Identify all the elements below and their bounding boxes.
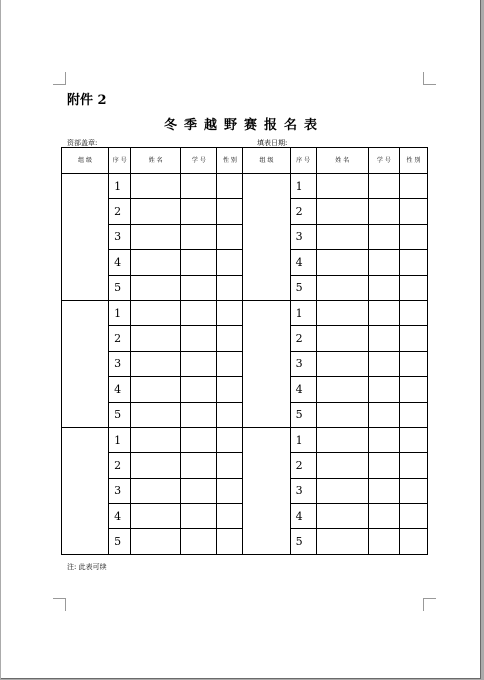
name-cell[interactable] (131, 174, 181, 199)
name-cell[interactable] (316, 453, 368, 478)
gender-cell[interactable] (217, 224, 243, 249)
gender-cell[interactable] (217, 504, 243, 529)
name-cell[interactable] (316, 377, 368, 402)
gender-cell[interactable] (217, 427, 243, 452)
name-cell[interactable] (131, 275, 181, 300)
student-id-cell[interactable] (181, 402, 217, 427)
name-cell[interactable] (316, 224, 368, 249)
gender-cell[interactable] (399, 326, 427, 351)
student-id-cell[interactable] (368, 275, 399, 300)
name-cell[interactable] (316, 504, 368, 529)
gender-cell[interactable] (217, 250, 243, 275)
seq-number-cell: 2 (109, 326, 131, 351)
student-id-cell[interactable] (368, 453, 399, 478)
seq-number-cell: 5 (109, 275, 131, 300)
name-cell[interactable] (131, 199, 181, 224)
name-cell[interactable] (131, 326, 181, 351)
fill-date-label: 填表日期: (257, 139, 288, 147)
header-name: 姓 名 (316, 148, 368, 174)
gender-cell[interactable] (399, 427, 427, 452)
seq-number-cell: 4 (290, 250, 316, 275)
student-id-cell[interactable] (181, 174, 217, 199)
seq-number-cell: 5 (290, 402, 316, 427)
department-stamp-label: 资部盖章: (67, 139, 98, 147)
student-id-cell[interactable] (181, 478, 217, 503)
group-cell[interactable] (243, 174, 290, 301)
seq-number-cell: 2 (109, 453, 131, 478)
crop-mark-top-right (423, 72, 436, 85)
footnote: 注: 此表可续 (67, 563, 107, 571)
seq-number-cell: 1 (290, 427, 316, 452)
header-group: 组 级 (62, 148, 109, 174)
header-seq: 序 号 (109, 148, 131, 174)
student-id-cell[interactable] (181, 224, 217, 249)
gender-cell[interactable] (399, 351, 427, 376)
student-id-cell[interactable] (368, 224, 399, 249)
crop-mark-bottom-left (53, 598, 66, 611)
student-id-cell[interactable] (368, 529, 399, 554)
seq-number-cell: 5 (290, 529, 316, 554)
seq-number-cell: 1 (109, 427, 131, 452)
seq-number-cell: 5 (290, 275, 316, 300)
header-name: 姓 名 (131, 148, 181, 174)
seq-number-cell: 1 (109, 174, 131, 199)
name-cell[interactable] (316, 275, 368, 300)
seq-number-cell: 5 (109, 402, 131, 427)
gender-cell[interactable] (399, 453, 427, 478)
gender-cell[interactable] (217, 529, 243, 554)
name-cell[interactable] (131, 402, 181, 427)
gender-cell[interactable] (399, 250, 427, 275)
header-student-id: 学 号 (181, 148, 217, 174)
gender-cell[interactable] (399, 174, 427, 199)
name-cell[interactable] (131, 427, 181, 452)
student-id-cell[interactable] (368, 427, 399, 452)
student-id-cell[interactable] (368, 250, 399, 275)
name-cell[interactable] (316, 351, 368, 376)
name-cell[interactable] (316, 402, 368, 427)
seq-number-cell: 4 (290, 504, 316, 529)
gender-cell[interactable] (217, 351, 243, 376)
table-header-row (62, 148, 428, 174)
seq-number-cell: 4 (109, 250, 131, 275)
seq-number-cell: 3 (290, 351, 316, 376)
seq-number-cell: 3 (109, 351, 131, 376)
gender-cell[interactable] (217, 478, 243, 503)
gender-cell[interactable] (399, 199, 427, 224)
name-cell[interactable] (316, 250, 368, 275)
group-cell[interactable] (243, 300, 290, 427)
student-id-cell[interactable] (368, 504, 399, 529)
seq-number-cell: 1 (290, 174, 316, 199)
name-cell[interactable] (316, 427, 368, 452)
student-id-cell[interactable] (368, 402, 399, 427)
seq-number-cell: 3 (109, 224, 131, 249)
student-id-cell[interactable] (181, 504, 217, 529)
form-title: 冬季越野赛报名表 (163, 118, 324, 133)
name-cell[interactable] (316, 326, 368, 351)
gender-cell[interactable] (399, 300, 427, 325)
student-id-cell[interactable] (368, 351, 399, 376)
header-group: 组 级 (243, 148, 290, 174)
name-cell[interactable] (131, 300, 181, 325)
seq-number-cell: 2 (290, 453, 316, 478)
name-cell[interactable] (316, 199, 368, 224)
gender-cell[interactable] (217, 300, 243, 325)
gender-cell[interactable] (217, 174, 243, 199)
student-id-cell[interactable] (368, 199, 399, 224)
attachment-label: 附件 2 (67, 93, 107, 108)
group-cell[interactable] (62, 300, 109, 427)
student-id-cell[interactable] (181, 427, 217, 452)
name-cell[interactable] (316, 529, 368, 554)
name-cell[interactable] (131, 377, 181, 402)
student-id-cell[interactable] (368, 478, 399, 503)
student-id-cell[interactable] (181, 529, 217, 554)
student-id-cell[interactable] (368, 174, 399, 199)
table-row (62, 174, 428, 199)
seq-number-cell: 4 (290, 377, 316, 402)
seq-number-cell: 1 (109, 300, 131, 325)
student-id-cell[interactable] (368, 326, 399, 351)
gender-cell[interactable] (399, 504, 427, 529)
gender-cell[interactable] (399, 275, 427, 300)
seq-number-cell: 4 (109, 377, 131, 402)
gender-cell[interactable] (399, 377, 427, 402)
name-cell[interactable] (316, 478, 368, 503)
header-seq: 序 号 (290, 148, 316, 174)
crop-mark-top-left (53, 72, 66, 85)
registration-table (61, 147, 428, 555)
gender-cell[interactable] (399, 478, 427, 503)
gender-cell[interactable] (217, 275, 243, 300)
seq-number-cell: 2 (290, 199, 316, 224)
name-cell[interactable] (131, 529, 181, 554)
name-cell[interactable] (131, 453, 181, 478)
table-row (62, 427, 428, 452)
seq-number-cell: 5 (109, 529, 131, 554)
name-cell[interactable] (316, 300, 368, 325)
student-id-cell[interactable] (368, 300, 399, 325)
name-cell[interactable] (131, 351, 181, 376)
document-page (1, 0, 481, 679)
seq-number-cell: 4 (109, 504, 131, 529)
gender-cell[interactable] (399, 224, 427, 249)
table-body (62, 174, 428, 555)
student-id-cell[interactable] (181, 250, 217, 275)
seq-number-cell: 3 (290, 478, 316, 503)
crop-mark-bottom-right (423, 598, 436, 611)
gender-cell[interactable] (217, 453, 243, 478)
header-student-id: 学 号 (368, 148, 399, 174)
gender-cell[interactable] (217, 377, 243, 402)
student-id-cell[interactable] (181, 351, 217, 376)
name-cell[interactable] (131, 224, 181, 249)
name-cell[interactable] (131, 250, 181, 275)
seq-number-cell: 3 (290, 224, 316, 249)
student-id-cell[interactable] (181, 199, 217, 224)
gender-cell[interactable] (217, 199, 243, 224)
name-cell[interactable] (131, 478, 181, 503)
name-cell[interactable] (131, 504, 181, 529)
header-gender: 性 别 (217, 148, 243, 174)
seq-number-cell: 2 (290, 326, 316, 351)
gender-cell[interactable] (399, 402, 427, 427)
group-cell[interactable] (62, 174, 109, 301)
seq-number-cell: 2 (109, 199, 131, 224)
table-row (62, 300, 428, 325)
gender-cell[interactable] (399, 529, 427, 554)
student-id-cell[interactable] (181, 326, 217, 351)
header-gender: 性 别 (399, 148, 427, 174)
seq-number-cell: 3 (109, 478, 131, 503)
name-cell[interactable] (316, 174, 368, 199)
student-id-cell[interactable] (181, 377, 217, 402)
gender-cell[interactable] (217, 402, 243, 427)
student-id-cell[interactable] (181, 275, 217, 300)
group-cell[interactable] (62, 427, 109, 554)
student-id-cell[interactable] (181, 300, 217, 325)
seq-number-cell: 1 (290, 300, 316, 325)
student-id-cell[interactable] (181, 453, 217, 478)
group-cell[interactable] (243, 427, 290, 554)
gender-cell[interactable] (217, 326, 243, 351)
student-id-cell[interactable] (368, 377, 399, 402)
